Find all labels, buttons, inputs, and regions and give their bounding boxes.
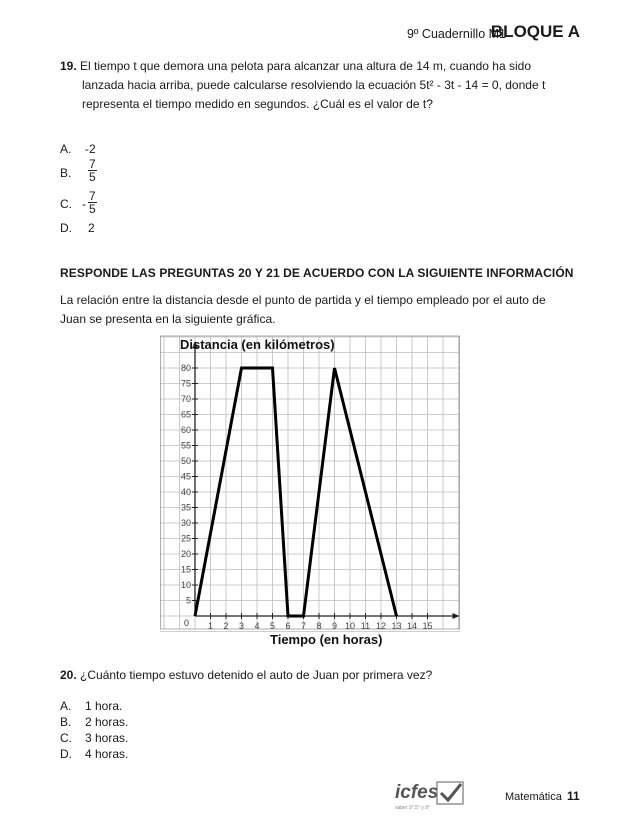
q20-option-d[interactable]: [60, 747, 200, 763]
x-tick-label: 4: [254, 621, 260, 631]
y-tick-label: 65: [180, 409, 191, 420]
question-19-number: 19.: [60, 59, 77, 73]
q19-option-b-fraction: [88, 158, 97, 183]
q19-option-c-fraction: [88, 190, 97, 215]
q20-option-c-label: C.: [60, 731, 72, 745]
booklet-label: 9º Cuadernillo M1: [406, 27, 506, 41]
y-tick-label: 10: [180, 580, 191, 590]
section-paragraph-line-2: Juan se presenta en la siguiente gráfica.: [60, 312, 276, 326]
q20-option-a-label: A.: [60, 699, 72, 713]
q20-option-d-label: D.: [60, 747, 72, 761]
fraction-denominator: 5: [89, 202, 96, 216]
y-tick-label: 40: [180, 487, 191, 497]
fraction-denominator: 5: [89, 170, 96, 184]
q20-option-c[interactable]: [60, 731, 200, 747]
q20-option-b-value: 2 horas.: [85, 715, 129, 729]
y-tick-label: 50: [180, 456, 191, 466]
q19-option-d-value: 2: [88, 221, 95, 235]
y-tick-label: 30: [180, 518, 191, 528]
x-tick-label: 5: [269, 621, 276, 631]
fraction-numerator: 7: [89, 189, 96, 203]
question-19-line-1: El tiempo t que demora una pelota para alcanzar una altura de 14 m, cuando ha sido: [80, 59, 531, 73]
x-tick-label: 2: [223, 621, 229, 631]
question-20: [60, 668, 432, 682]
q19-option-a-value: -2: [85, 142, 96, 156]
section-paragraph: [60, 291, 580, 329]
question-20-number: 20.: [60, 668, 77, 682]
chart-grid: [160, 336, 460, 632]
y-tick-label: 35: [180, 502, 191, 513]
x-tick-label: 14: [406, 621, 418, 631]
q19-option-c[interactable]: [60, 190, 160, 218]
q19-option-d[interactable]: [60, 221, 160, 239]
x-tick-label: 6: [285, 621, 291, 631]
icfes-logo: icfes: [395, 782, 439, 803]
q19-option-b[interactable]: [60, 158, 160, 186]
y-tick-label: 55: [180, 440, 191, 451]
question-19: [60, 57, 580, 114]
q19-option-a-label: A.: [60, 142, 72, 156]
distance-time-chart: [160, 334, 460, 648]
x-tick-label: 3: [238, 621, 245, 631]
chart-origin-label: 0: [184, 618, 190, 628]
x-tick-label: 11: [360, 621, 371, 631]
x-tick-label: 8: [316, 621, 322, 631]
x-tick-label: 13: [391, 621, 402, 631]
section-paragraph-line-1: La relación entre la distancia desde el punto de partida y el tiempo empleado por el auto de: [60, 293, 546, 307]
q20-option-b-label: B.: [60, 715, 72, 729]
question-19-line-2: lanzada hacia arriba, puede calcularse resolviendo la ecuación 5t² - 3t - 14 = 0, donde t: [82, 78, 546, 92]
y-tick-label: 80: [180, 363, 191, 373]
page-number: 11: [567, 789, 580, 803]
q19-option-c-label: C.: [60, 197, 72, 211]
x-tick-label: 10: [344, 621, 356, 631]
y-tick-label: 70: [180, 394, 191, 404]
q19-option-b-label: B.: [60, 166, 72, 180]
y-tick-label: 5: [185, 595, 191, 606]
y-tick-label: 15: [180, 564, 191, 575]
q20-option-c-value: 3 horas.: [85, 731, 129, 745]
q19-option-c-sign: -: [82, 197, 86, 211]
q20-option-a[interactable]: [60, 699, 200, 715]
q20-option-b[interactable]: [60, 715, 200, 731]
fraction-numerator: 7: [89, 157, 96, 171]
x-tick-label: 1: [207, 621, 214, 631]
q20-option-d-value: 4 horas.: [85, 747, 129, 761]
y-tick-label: 75: [180, 378, 191, 389]
x-tick-label: 12: [375, 621, 387, 631]
x-tick-label: 7: [300, 621, 307, 631]
q19-option-d-label: D.: [60, 221, 72, 235]
footer-subject: Matemática: [505, 791, 562, 803]
check-icon: [436, 781, 464, 805]
chart-y-axis-label: Distancia (en kilómetros): [180, 337, 335, 352]
section-title: RESPONDE LAS PREGUNTAS 20 Y 21 DE ACUERDO CON LA SIGUIENTE INFORMACIÓN: [60, 266, 574, 280]
x-tick-label: 9: [331, 621, 338, 631]
y-tick-label: 20: [180, 549, 191, 559]
q20-option-a-value: 1 hora.: [85, 699, 123, 713]
block-title: BLOQUE A: [490, 22, 580, 41]
question-19-line-3: representa el tiempo medido en segundos. ¿Cuál es el valor de t?: [82, 97, 433, 111]
y-tick-label: 60: [180, 425, 191, 435]
y-tick-label: 45: [180, 471, 191, 482]
y-tick-label: 25: [180, 533, 191, 544]
question-20-text: ¿Cuánto tiempo estuvo detenido el auto de Juan por primera vez?: [80, 668, 433, 682]
logo-subtitle: saber 3°,5° y 9°: [395, 805, 430, 811]
chart-x-axis-label: Tiempo (en horas): [270, 632, 383, 647]
x-tick-label: 15: [422, 621, 433, 631]
